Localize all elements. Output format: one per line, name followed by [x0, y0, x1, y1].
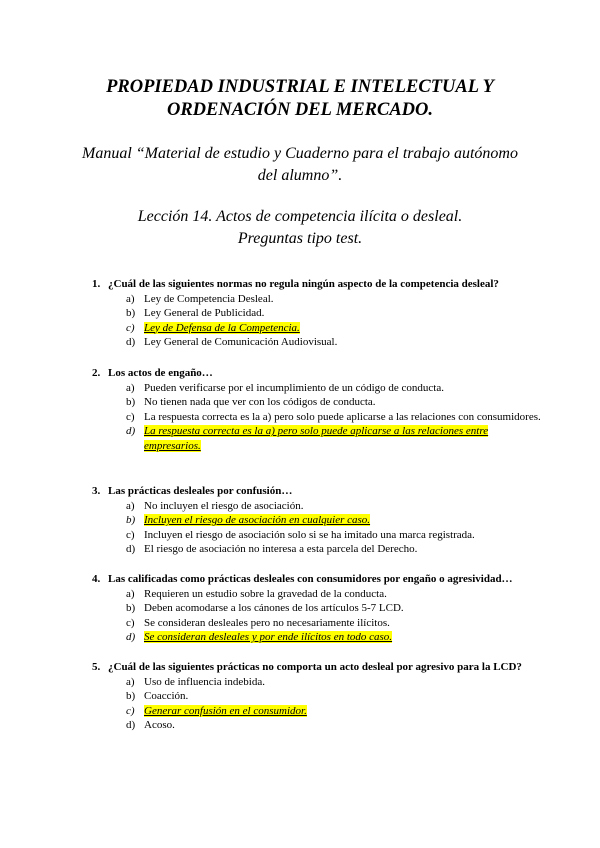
- question-4: [92, 572, 542, 645]
- option-list: [92, 587, 542, 645]
- option-letter: a): [126, 381, 135, 394]
- option-b: [126, 689, 542, 704]
- option-list: [92, 675, 542, 733]
- option-text: Ley General de Comunicación Audiovisual.: [144, 336, 338, 348]
- option-text: Ley de Competencia Desleal.: [144, 292, 274, 305]
- option-a: [126, 381, 542, 396]
- question-text: ¿Cuál de las siguientes prácticas no comporta un acto desleal por agresivo para la LCD?: [108, 661, 522, 673]
- option-letter: c): [126, 410, 135, 423]
- lesson-line-1: Lección 14. Actos de competencia ilícita o desleal.: [137, 208, 463, 225]
- question-1: [92, 277, 542, 350]
- option-b-correct: [126, 513, 542, 528]
- option-letter: b): [126, 514, 136, 526]
- question-header: [92, 660, 542, 675]
- option-b: [126, 601, 542, 616]
- option-letter: a): [126, 292, 135, 305]
- subtitle-line-1: Manual “Material de estudio y Cuaderno para el trabajo autónomo: [82, 145, 518, 162]
- question-header: [92, 484, 542, 499]
- option-list: [92, 292, 542, 350]
- question-number: 1.: [92, 278, 101, 290]
- option-letter: b): [126, 602, 136, 614]
- option-letter: d): [126, 631, 136, 643]
- option-text: No tienen nada que ver con los códigos de conducta.: [144, 396, 376, 408]
- option-c-correct: [126, 704, 542, 719]
- question-number: 2.: [92, 367, 101, 379]
- option-text: La respuesta correcta es la a) pero solo puede aplicarse a las relaciones entre empresarios.: [144, 425, 489, 452]
- option-text: No incluyen el riesgo de asociación.: [144, 499, 304, 512]
- option-text: Requieren un estudio sobre la gravedad de la conducta.: [144, 587, 387, 600]
- question-3: [92, 484, 542, 557]
- question-5: [92, 660, 542, 733]
- question-text: Los actos de engaño…: [108, 367, 213, 379]
- option-text: Incluyen el riesgo de asociación solo si se ha imitado una marca registrada.: [144, 528, 475, 541]
- question-number: 3.: [92, 485, 101, 497]
- option-d: [126, 335, 542, 350]
- option-a: [126, 675, 542, 690]
- option-list: [92, 499, 542, 557]
- title-line-1: PROPIEDAD INDUSTRIAL E INTELECTUAL Y: [106, 77, 494, 97]
- option-text: Acoso.: [144, 719, 175, 731]
- option-text: Ley General de Publicidad.: [144, 307, 265, 319]
- option-d: [126, 718, 542, 733]
- option-text: Incluyen el riesgo de asociación en cualquier caso.: [144, 514, 371, 526]
- option-list: [92, 381, 542, 454]
- question-text: ¿Cuál de las siguientes normas no regula ningún aspecto de la competencia desleal?: [108, 278, 499, 290]
- option-letter: a): [126, 587, 135, 600]
- option-text: Ley de Defensa de la Competencia.: [144, 321, 300, 334]
- option-text: Pueden verificarse por el incumplimiento de un código de conducta.: [144, 381, 444, 394]
- lesson-heading: [60, 206, 540, 250]
- option-text: El riesgo de asociación no interesa a esta parcela del Derecho.: [144, 543, 418, 555]
- lesson-line-2: Preguntas tipo test.: [237, 230, 363, 247]
- option-text: Deben acomodarse a los cánones de los artículos 5-7 LCD.: [144, 602, 404, 614]
- option-text: Coacción.: [144, 690, 189, 702]
- document-title: [60, 76, 540, 122]
- option-d-correct: [126, 424, 542, 453]
- title-line-2: ORDENACIÓN DEL MERCADO.: [166, 100, 434, 120]
- option-text: Se consideran desleales pero no necesariamente ilícitos.: [144, 616, 390, 629]
- question-text: Las calificadas como prácticas desleales con consumidores por engaño o agresividad…: [108, 573, 513, 585]
- option-letter: d): [126, 719, 136, 731]
- option-c: [126, 616, 542, 631]
- option-a: [126, 587, 542, 602]
- option-d-correct: [126, 630, 542, 645]
- question-header: [92, 366, 542, 381]
- question-header: [92, 277, 542, 292]
- question-number: 4.: [92, 573, 101, 585]
- option-text: Se consideran desleales y por ende ilícitos en todo caso.: [144, 631, 393, 643]
- option-letter: c): [126, 528, 135, 541]
- option-letter: c): [126, 321, 135, 334]
- question-text: Las prácticas desleales por confusión…: [108, 485, 293, 497]
- subtitle-line-2: del alumno”.: [257, 167, 343, 184]
- option-a: [126, 499, 542, 514]
- option-letter: b): [126, 396, 136, 408]
- option-letter: c): [126, 616, 135, 629]
- option-letter: a): [126, 675, 135, 688]
- option-letter: d): [126, 425, 136, 437]
- option-letter: b): [126, 690, 136, 702]
- option-a: [126, 292, 542, 307]
- question-header: [92, 572, 542, 587]
- option-text: La respuesta correcta es la a) pero solo puede aplicarse a las relaciones con consumidores.: [144, 410, 541, 423]
- option-text: Generar confusión en el consumidor.: [144, 704, 307, 717]
- option-letter: b): [126, 307, 136, 319]
- option-letter: d): [126, 543, 136, 555]
- option-c: [126, 528, 542, 543]
- option-letter: d): [126, 336, 136, 348]
- option-d: [126, 542, 542, 557]
- option-text: Uso de influencia indebida.: [144, 675, 265, 688]
- option-c: [126, 410, 542, 425]
- option-b: [126, 306, 542, 321]
- question-number: 5.: [92, 661, 101, 673]
- option-c-correct: [126, 321, 542, 336]
- option-letter: a): [126, 499, 135, 512]
- option-letter: c): [126, 704, 135, 717]
- document-subtitle: [60, 143, 540, 187]
- question-2: [92, 366, 542, 453]
- option-b: [126, 395, 542, 410]
